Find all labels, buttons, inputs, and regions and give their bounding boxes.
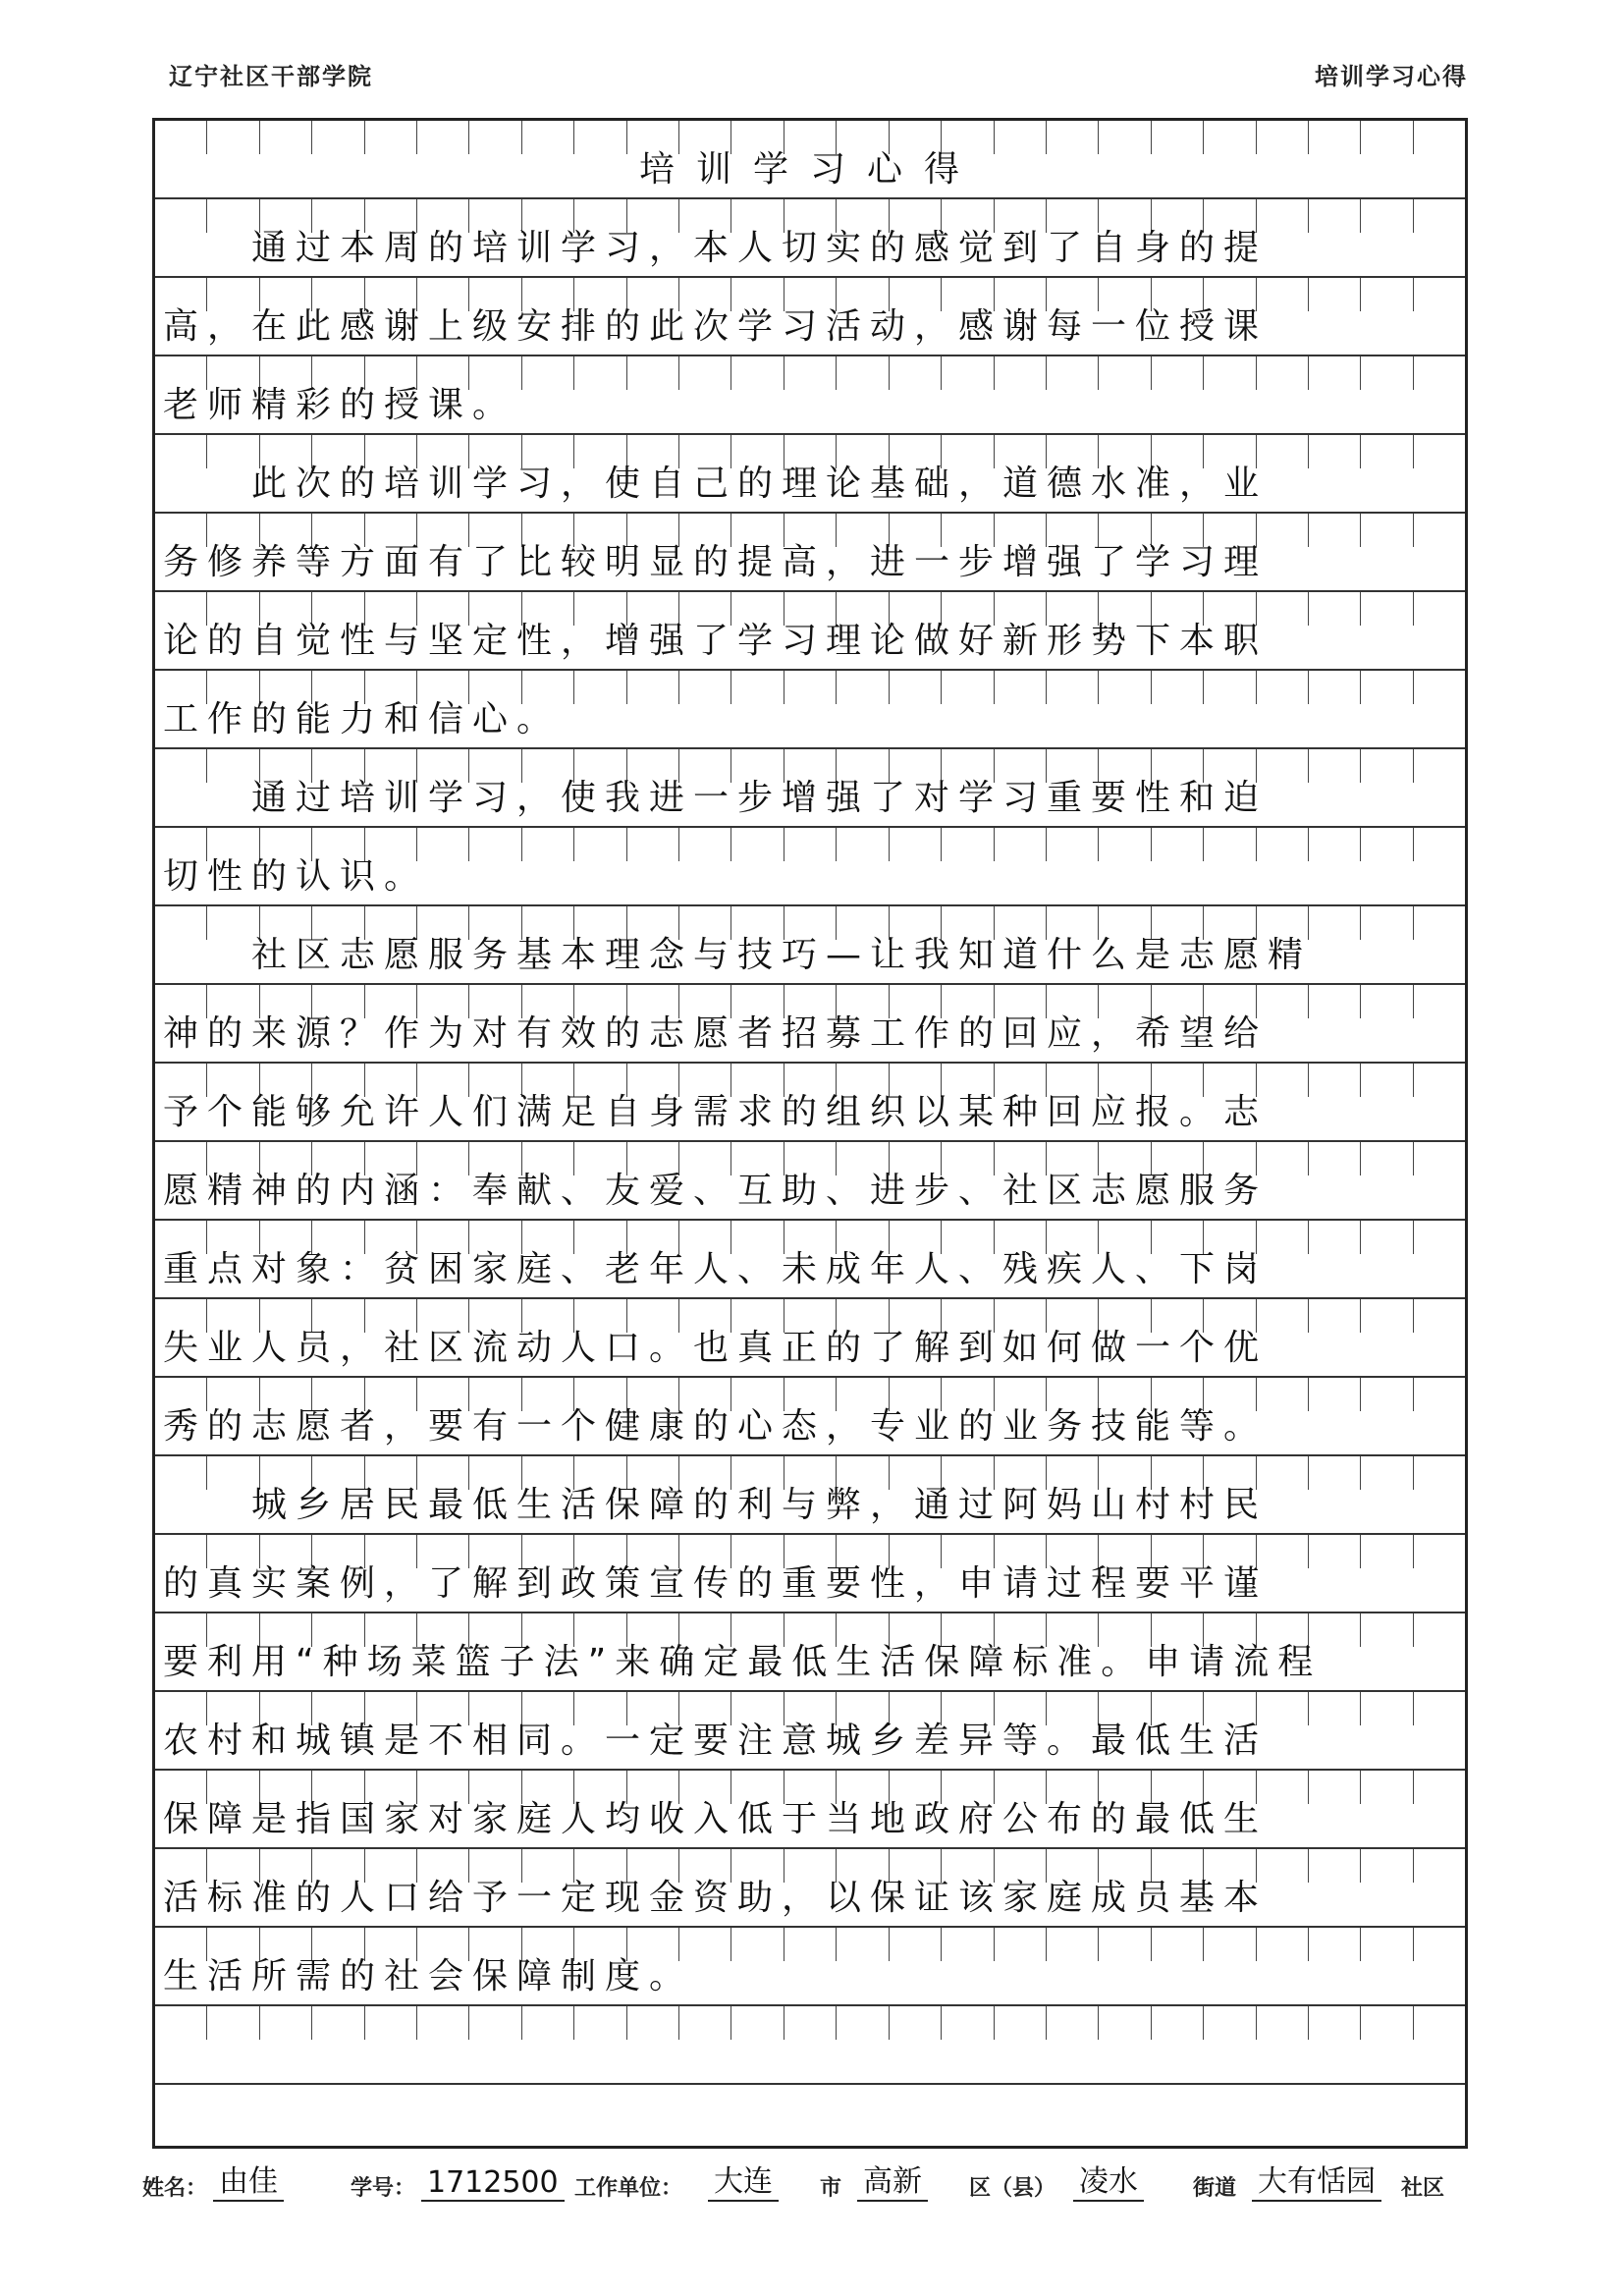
- footer-info: [142, 2160, 1488, 2210]
- name-label: 姓名：: [142, 2176, 208, 2201]
- essay-line: 神的来源？作为对有效的志愿者招募工作的回应，希望给: [163, 1013, 1269, 1054]
- essay-row: [155, 1928, 1465, 2006]
- essay-row: [155, 1064, 1465, 1142]
- essay-row: [155, 1849, 1465, 1928]
- grid-cells: [155, 2006, 1465, 2040]
- essay-line: 秀的志愿者，要有一个健康的心态，专业的业务技能等。: [163, 1406, 1269, 1447]
- essay-row: [155, 671, 1465, 749]
- essay-row: [155, 1771, 1465, 1849]
- essay-row: [155, 828, 1465, 906]
- essay-line: 的真实案例，了解到政策宣传的重要性，申请过程要平谨: [163, 1563, 1269, 1604]
- header-institution: 辽宁社区干部学院: [169, 63, 373, 90]
- essay-row: [155, 1378, 1465, 1456]
- essay-line: 生活所需的社会保障制度。: [163, 1956, 694, 1996]
- street-value: 凌水: [1073, 2157, 1144, 2202]
- essay-title: 培训学习心得: [638, 149, 981, 190]
- essay-row: [155, 435, 1465, 514]
- essay-line: 社区志愿服务基本理念与技巧—让我知道什么是志愿精: [163, 935, 1313, 975]
- essay-line: 工作的能力和信心。: [163, 699, 562, 739]
- essay-row: [155, 356, 1465, 435]
- essay-row: [155, 199, 1465, 278]
- essay-row: [155, 1142, 1465, 1221]
- city-suffix: 市: [820, 2176, 842, 2201]
- essay-line: 失业人员，社区流动人口。也真正的了解到如何做一个优: [163, 1328, 1269, 1368]
- essay-line: 老师精彩的授课。: [163, 385, 517, 425]
- essay-row: [155, 2006, 1465, 2085]
- community-suffix: 社区: [1401, 2176, 1445, 2201]
- essay-row: [155, 592, 1465, 671]
- district-suffix: 区（县）: [969, 2176, 1056, 2201]
- essay-row: [155, 1535, 1465, 1613]
- city-value: 大连: [708, 2157, 779, 2202]
- essay-line: 保障是指国家对家庭人均收入低于当地政府公布的最低生: [163, 1799, 1269, 1839]
- essay-row: [155, 985, 1465, 1064]
- community-value: 大有恬园: [1252, 2157, 1381, 2202]
- essay-line: 要利用“种场菜篮子法”来确定最低生活保障标准。申请流程: [163, 1642, 1323, 1682]
- essay-line: 活标准的人口给予一定现金资助，以保证该家庭成员基本: [163, 1878, 1269, 1918]
- essay-row: [155, 1456, 1465, 1535]
- essay-row: [155, 749, 1465, 828]
- essay-line: 高，在此感谢上级安排的此次学习活动，感谢每一位授课: [163, 306, 1269, 347]
- essay-row: [155, 906, 1465, 985]
- essay-line: 愿精神的内涵：奉献、友爱、互助、进步、社区志愿服务: [163, 1171, 1269, 1211]
- essay-row: [155, 1692, 1465, 1771]
- essay-row: [155, 514, 1465, 592]
- header-doc-type: 培训学习心得: [1315, 63, 1468, 90]
- work-unit-label: 工作单位：: [574, 2176, 683, 2201]
- essay-line: 切性的认识。: [163, 856, 429, 897]
- writing-grid: [152, 118, 1468, 2149]
- essay-line: 农村和城镇是不相同。一定要注意城乡差异等。最低生活: [163, 1721, 1269, 1761]
- essay-line: 予个能够允许人们满足自身需求的组织以某种回应报。志: [163, 1092, 1269, 1132]
- essay-line: 城乡居民最低生活保障的利与弊，通过阿妈山村村民: [163, 1485, 1269, 1525]
- essay-line: 此次的培训学习，使自己的理论基础，道德水准，业: [163, 464, 1269, 504]
- essay-line: 通过培训学习，使我进一步增强了对学习重要性和迫: [163, 778, 1269, 818]
- title-row: [155, 121, 1465, 199]
- essay-row: [155, 1613, 1465, 1692]
- student-id-value: 1712500: [421, 2165, 565, 2202]
- essay-row: [155, 278, 1465, 356]
- essay-row: [155, 1299, 1465, 1378]
- essay-line: 论的自觉性与坚定性，增强了学习理论做好新形势下本职: [163, 621, 1269, 661]
- essay-line: 重点对象：贫困家庭、老年人、未成年人、残疾人、下岗: [163, 1249, 1269, 1289]
- essay-line: 务修养等方面有了比较明显的提高，进一步增强了学习理: [163, 542, 1269, 582]
- district-value: 高新: [857, 2157, 928, 2202]
- essay-row: [155, 1221, 1465, 1299]
- essay-line: 通过本周的培训学习，本人切实的感觉到了自身的提: [163, 228, 1269, 268]
- name-value: 由佳: [213, 2157, 284, 2202]
- street-suffix: 街道: [1193, 2176, 1237, 2201]
- student-id-label: 学号：: [351, 2176, 416, 2201]
